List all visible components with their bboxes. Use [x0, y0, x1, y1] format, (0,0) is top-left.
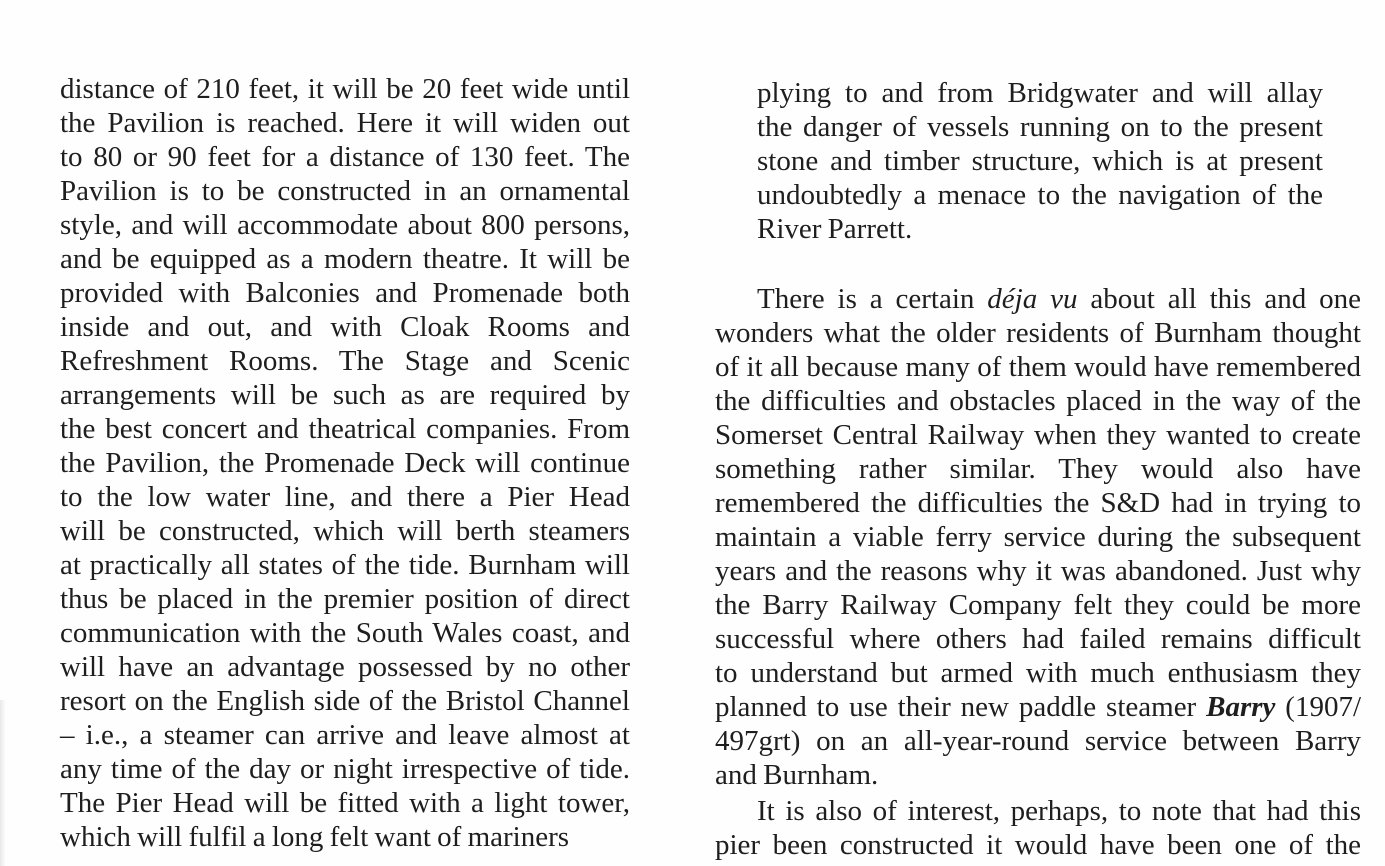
paragraph-first-line: [757, 282, 1361, 316]
text-line: the Pavilion, the Promenade Deck will continue: [60, 447, 630, 479]
quote-line: undoubtedly a menace to the navigation of the: [757, 179, 1323, 211]
text-line: Refreshment Rooms. The Stage and Scenic: [60, 345, 630, 377]
text-line: any time of the day or night irrespective of tide.: [60, 753, 630, 785]
text-line: inside and out, and with Cloak Rooms and: [60, 311, 630, 343]
text-line: the Barry Railway Company felt they could be more: [715, 589, 1361, 621]
text-line: maintain a viable ferry service during the subsequent: [715, 521, 1361, 553]
text-line: years and the reasons why it was abandoned. Just why: [715, 555, 1361, 587]
text-line: distance of 210 feet, it will be 20 feet wide until: [60, 73, 630, 105]
text-line: successful where others had failed remains difficult: [715, 623, 1361, 655]
text-line: The Pier Head will be fitted with a light tower,: [60, 787, 630, 819]
text-segment: (1907/: [1275, 691, 1361, 723]
text-line: 497grt) on an all-year-round service between Barry: [715, 725, 1361, 757]
text-line: thus be placed in the premier position of direct: [60, 583, 630, 615]
text-line: of it all because many of them would have remembered: [715, 351, 1361, 383]
text-line: arrangements will be such as are required by: [60, 379, 630, 411]
text-segment: planned to use their new paddle steamer: [715, 691, 1207, 723]
text-line: to 80 or 90 feet for a distance of 130 feet. The: [60, 141, 630, 173]
text-line: – i.e., a steamer can arrive and leave almost at: [60, 719, 630, 751]
text-segment: about all this and one: [1077, 283, 1361, 315]
text-line: provided with Balconies and Promenade both: [60, 277, 630, 309]
text-line: pier been constructed it would have been one of the: [715, 829, 1361, 861]
text-line: which will fulfil a long felt want of mariners: [60, 821, 570, 853]
text-line: style, and will accommodate about 800 persons,: [60, 209, 630, 241]
text-line: will be constructed, which will berth steamers: [60, 515, 630, 547]
text-line: to understand but armed with much enthusiasm they: [715, 657, 1361, 689]
quote-line: plying to and from Bridgwater and will allay: [757, 77, 1323, 109]
quote-line: River Parrett.: [757, 213, 913, 245]
text-line: remembered the difficulties the S&D had in trying to: [715, 487, 1361, 519]
quote-line: stone and timber structure, which is at present: [757, 145, 1323, 177]
text-line: at practically all states of the tide. Burnham will: [60, 549, 630, 581]
text-line: and Burnham.: [715, 759, 879, 791]
text-line: [715, 690, 1361, 724]
text-line: something rather similar. They would also have: [715, 453, 1361, 485]
text-line: the Pavilion is reached. Here it will widen out: [60, 107, 630, 139]
text-line: resort on the English side of the Bristol Channel: [60, 685, 630, 717]
paragraph-first-line: It is also of interest, perhaps, to note that had this: [757, 795, 1361, 827]
text-line: and be equipped as a modern theatre. It will be: [60, 243, 630, 275]
text-line: communication with the South Wales coast, and: [60, 617, 630, 649]
ship-name: Barry: [1206, 691, 1276, 723]
text-line: will have an advantage possessed by no other: [60, 651, 630, 683]
text-line: Pavilion is to be constructed in an ornamental: [60, 175, 630, 207]
text-line: to the low water line, and there a Pier Head: [60, 481, 630, 513]
text-line: the best concert and theatrical companies. From: [60, 413, 630, 445]
italic-phrase: déja vu: [987, 283, 1078, 315]
text-line: the difficulties and obstacles placed in the way of the: [715, 385, 1361, 417]
quote-line: the danger of vessels running on to the present: [757, 111, 1323, 143]
text-line: wonders what the older residents of Burnham thought: [715, 317, 1361, 349]
text-line: Somerset Central Railway when they wanted to create: [715, 419, 1361, 451]
text-segment: There is a certain: [757, 283, 988, 315]
page-edge-shadow: [0, 700, 6, 866]
